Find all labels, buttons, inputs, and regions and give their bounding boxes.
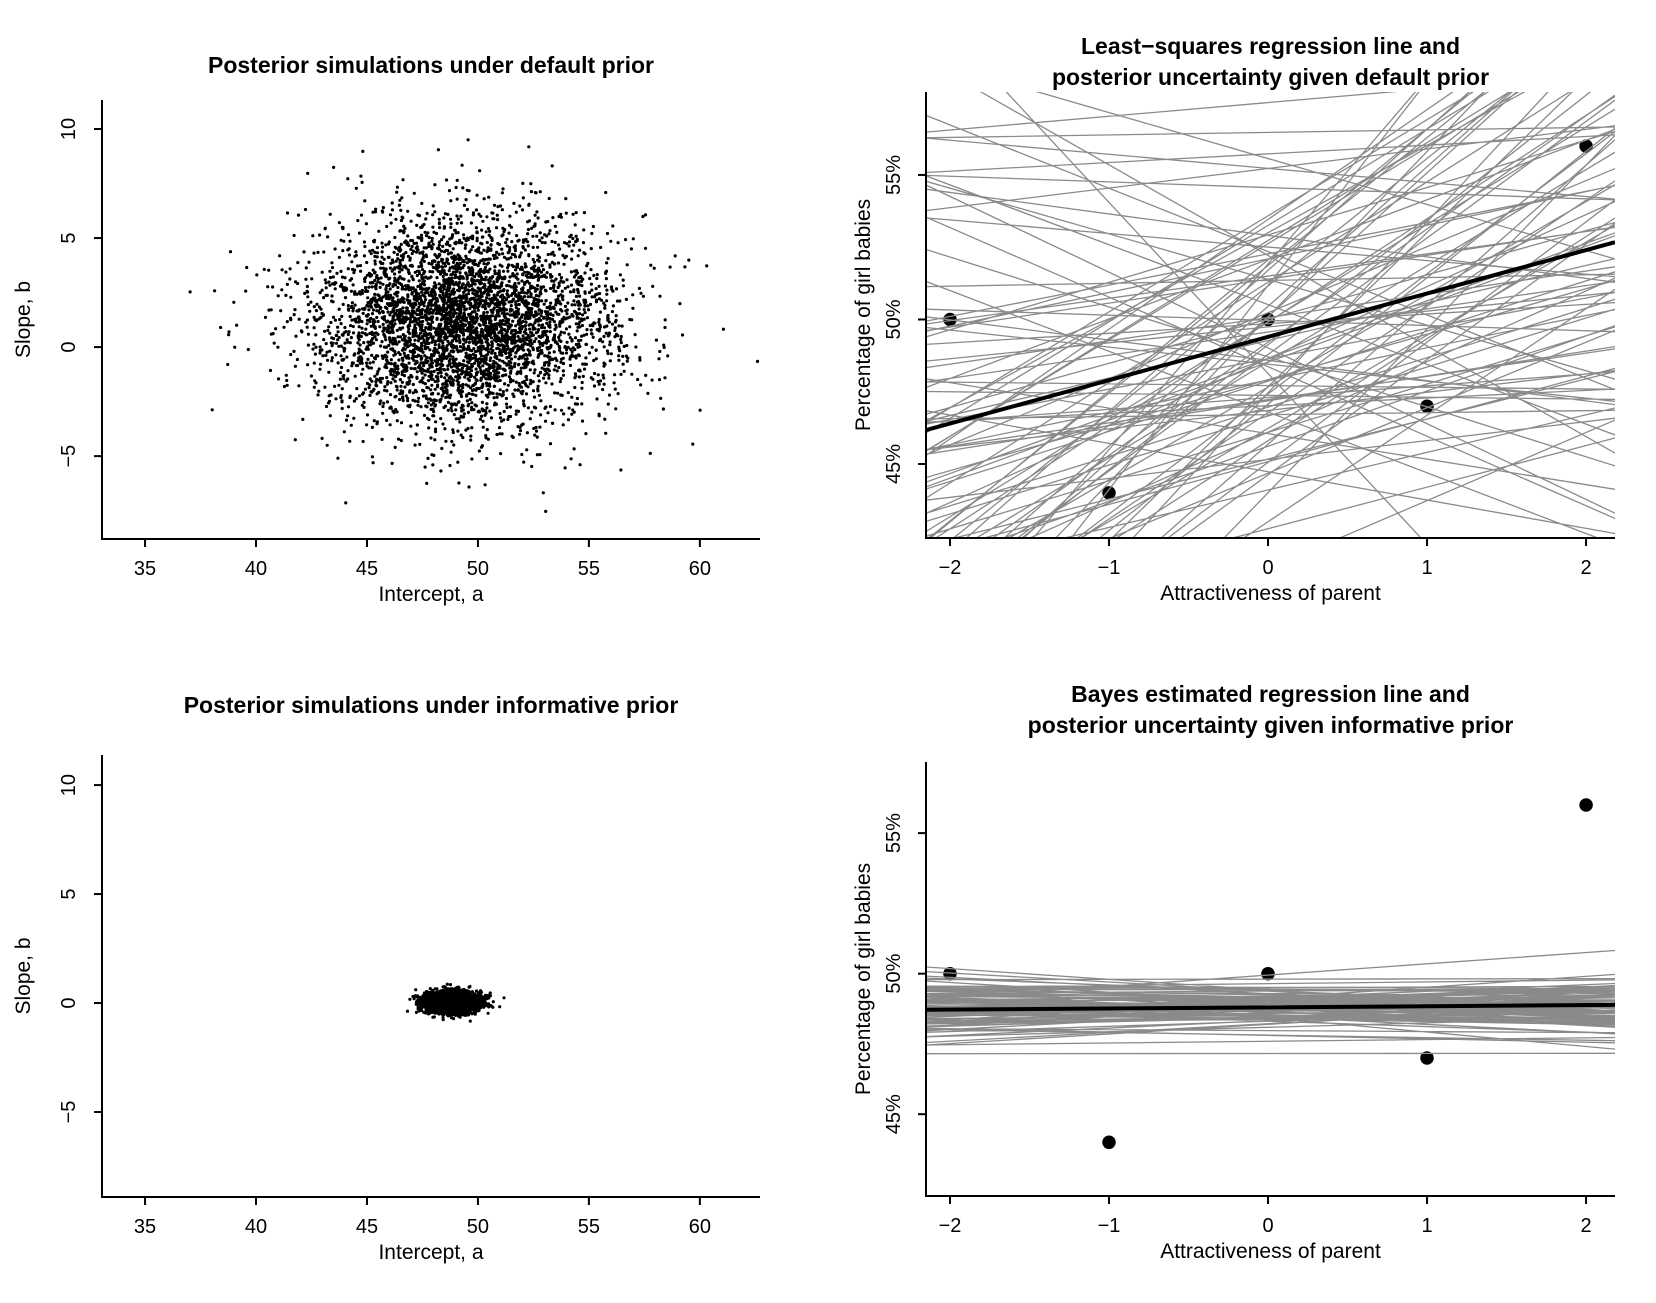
panel-posterior-default bbox=[0, 0, 828, 651]
panel-bayes-informative bbox=[828, 652, 1656, 1303]
data-point bbox=[1261, 967, 1275, 981]
axes bbox=[918, 762, 1615, 1204]
x-tick-label: 2 bbox=[1580, 1215, 1592, 1237]
title-line: Posterior simulations under informative prior bbox=[183, 692, 679, 718]
data-point bbox=[1102, 1136, 1116, 1150]
x-axis-title: Attractiveness of parent bbox=[1160, 1240, 1381, 1263]
x-tick-label: 55 bbox=[577, 1216, 601, 1238]
x-tick-label: −1 bbox=[1097, 557, 1121, 579]
x-tick-label: 45 bbox=[355, 1216, 379, 1238]
x-tick-label: 50 bbox=[466, 1216, 490, 1238]
plot-content bbox=[926, 798, 1615, 1149]
x-tick-label: 0 bbox=[1262, 1215, 1274, 1237]
x-tick-label: 60 bbox=[688, 1216, 711, 1238]
x-tick-label: 40 bbox=[244, 558, 268, 580]
y-tick-label: 10 bbox=[58, 773, 80, 797]
x-axis-title: Attractiveness of parent bbox=[1160, 582, 1381, 605]
x-tick-label: −2 bbox=[938, 1215, 962, 1237]
x-tick-label: −1 bbox=[1097, 1215, 1121, 1237]
plot-content bbox=[190, 95, 757, 511]
posterior-simulation-points bbox=[190, 95, 757, 511]
title-line: posterior uncertainty given informative prior bbox=[1027, 712, 1514, 738]
x-axis-title: Intercept, a bbox=[378, 583, 484, 606]
plot-content bbox=[926, 0, 1615, 651]
y-axis-title: Slope, b bbox=[12, 280, 35, 359]
x-tick-label: −2 bbox=[938, 557, 962, 579]
scatter-plot-default-prior bbox=[0, 0, 828, 651]
y-axis-title: Percentage of girl babies bbox=[852, 862, 875, 1096]
y-tick-label: 0 bbox=[58, 341, 80, 353]
posterior-simulation-points bbox=[408, 984, 505, 1021]
y-tick-label: 45% bbox=[883, 1094, 905, 1135]
y-tick-label: 45% bbox=[883, 443, 905, 485]
scatter-plot-informative-prior bbox=[0, 652, 828, 1303]
x-tick-label: 35 bbox=[133, 1216, 157, 1238]
y-axis-title: Slope, b bbox=[12, 937, 35, 1015]
y-tick-label: 5 bbox=[58, 888, 80, 900]
y-tick-label: 50% bbox=[883, 299, 905, 340]
x-tick-label: 45 bbox=[355, 558, 379, 580]
x-tick-label: 50 bbox=[466, 558, 490, 580]
title-line: Posterior simulations under default prior bbox=[207, 52, 654, 78]
x-tick-label: 0 bbox=[1262, 557, 1274, 579]
x-tick-label: 2 bbox=[1580, 557, 1592, 579]
y-tick-label: 55% bbox=[883, 154, 905, 195]
x-tick-label: 1 bbox=[1421, 557, 1433, 579]
y-tick-label: 0 bbox=[58, 997, 80, 1009]
y-tick-label: −5 bbox=[58, 444, 80, 468]
regression-plot-default-prior bbox=[828, 0, 1656, 651]
x-tick-label: 60 bbox=[688, 558, 711, 580]
y-tick-label: −5 bbox=[58, 1100, 80, 1124]
panel-least-squares-default bbox=[828, 0, 1656, 651]
y-tick-label: 10 bbox=[58, 117, 80, 141]
x-tick-label: 1 bbox=[1421, 1215, 1433, 1237]
y-tick-label: 5 bbox=[58, 232, 80, 244]
data-point bbox=[1579, 798, 1593, 812]
x-tick-label: 35 bbox=[133, 558, 157, 580]
y-tick-label: 50% bbox=[883, 953, 905, 994]
x-axis-title: Intercept, a bbox=[378, 1241, 484, 1264]
posterior-uncertainty-lines bbox=[926, 951, 1615, 1054]
axes bbox=[94, 755, 760, 1205]
x-tick-label: 55 bbox=[577, 558, 601, 580]
title-line: posterior uncertainty given default prior bbox=[1051, 64, 1490, 90]
y-axis-title: Percentage of girl babies bbox=[852, 198, 875, 432]
regression-plot-informative-prior bbox=[828, 652, 1656, 1303]
plot-content bbox=[408, 984, 505, 1021]
panel-posterior-informative bbox=[0, 652, 828, 1303]
title-line: Bayes estimated regression line and bbox=[1071, 681, 1470, 707]
y-tick-label: 55% bbox=[883, 813, 905, 854]
x-tick-label: 40 bbox=[244, 1216, 268, 1238]
title-line: Least−squares regression line and bbox=[1080, 33, 1461, 59]
